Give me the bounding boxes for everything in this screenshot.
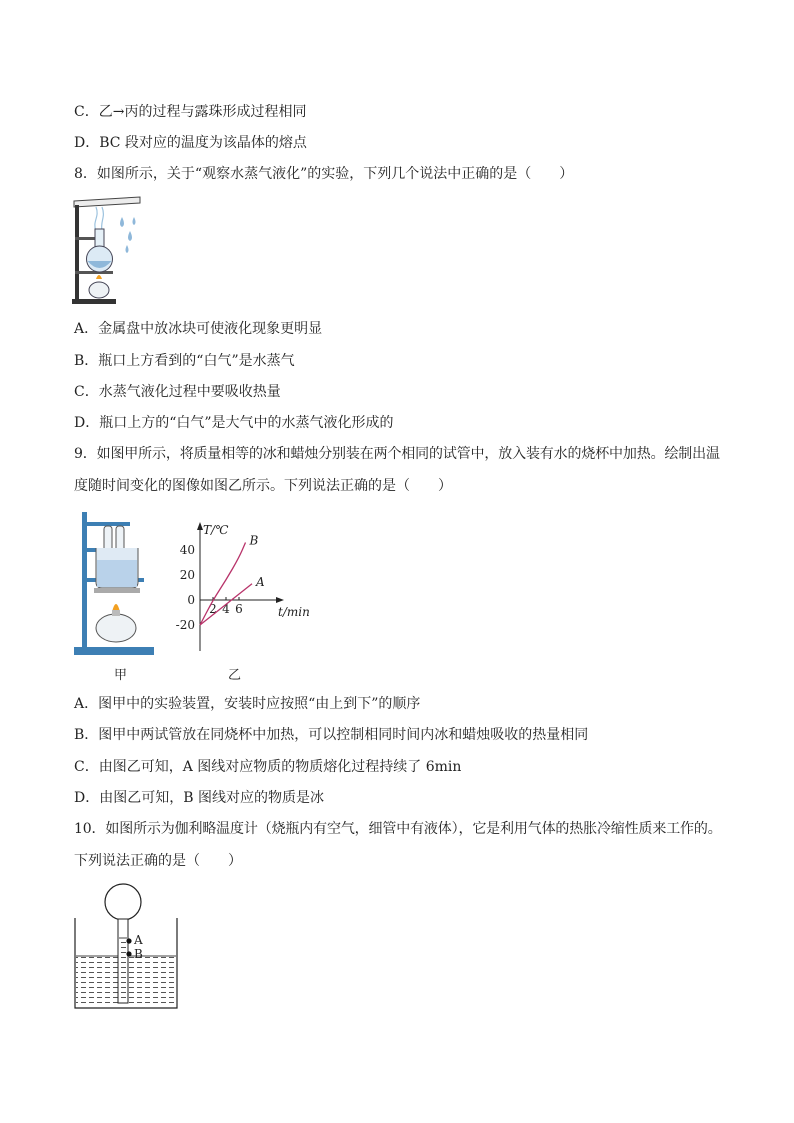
- q10-stem-line1: 10．如图所示为伽利略温度计（烧瓶内有空气，细管中有液体），它是利用气体的热胀冷缩性质来工作的。: [74, 821, 722, 837]
- y-tick-label: 20: [179, 568, 195, 582]
- q9-option-d: D．由图乙可知，B 图线对应的物质是冰: [74, 790, 324, 806]
- point-a-dot: [126, 938, 131, 943]
- y-tick-label: 0: [187, 593, 195, 607]
- q8-option-b: B．瓶口上方看到的“白气”是水蒸气: [74, 353, 295, 369]
- figure-a-caption: 甲: [114, 668, 128, 683]
- q8-option-c: C．水蒸气液化过程中要吸收热量: [74, 384, 281, 400]
- series-a-label: A: [256, 574, 265, 589]
- q8-option-d: D．瓶口上方的“白气”是大气中的水蒸气液化形成的: [74, 415, 394, 431]
- x-axis-label: t/min: [278, 605, 310, 619]
- y-tick-label: -20: [175, 618, 195, 632]
- x-tick-label: 4: [222, 602, 230, 616]
- x-tick-label: 2: [209, 602, 217, 616]
- q9-stem-line1: 9．如图甲所示，将质量相等的冰和蜡烛分别装在两个相同的试管中，放入装有水的烧杯中加热。绘制出温: [74, 446, 720, 462]
- q7-option-d: D．BC 段对应的温度为该晶体的熔点: [74, 135, 307, 151]
- point-b-dot: [126, 951, 131, 956]
- series-b-label: B: [249, 533, 259, 548]
- q9-option-b: B．图甲中两试管放在同烧杯中加热，可以控制相同时间内冰和蜡烛吸收的热量相同: [74, 727, 589, 743]
- heating-apparatus-figure: [72, 508, 156, 658]
- series-a-line: [200, 584, 252, 625]
- q9-stem-line2: 度随时间变化的图像如图乙所示。下列说法正确的是（ ）: [74, 478, 452, 494]
- galileo-thermometer-figure: [72, 880, 182, 1012]
- x-tick-label: 6: [235, 602, 243, 616]
- x-axis-arrow: [276, 597, 284, 603]
- flask-bulb: [105, 884, 141, 920]
- y-axis-label: T/℃: [203, 523, 229, 537]
- temperature-time-graph: [170, 520, 330, 656]
- q8-option-a: A．金属盘中放冰块可使液化现象更明显: [74, 321, 323, 337]
- q9-option-c: C．由图乙可知，A 图线对应物质的物质熔化过程持续了 6min: [74, 759, 462, 775]
- liquefaction-apparatus-figure: [70, 195, 142, 307]
- point-b-label: B: [134, 947, 143, 961]
- y-tick-label: 40: [179, 543, 195, 557]
- figure-b-caption: 乙: [228, 668, 242, 683]
- point-a-label: A: [134, 933, 143, 947]
- q9-option-a: A．图甲中的实验装置，安装时应按照“由上到下”的顺序: [74, 696, 421, 712]
- q7-option-c: C．乙→丙的过程与露珠形成过程相同: [74, 104, 307, 120]
- q8-stem: 8．如图所示，关于“观察水蒸气液化”的实验，下列几个说法中正确的是（ ）: [74, 166, 574, 182]
- q10-stem-line2: 下列说法正确的是（ ）: [74, 853, 242, 869]
